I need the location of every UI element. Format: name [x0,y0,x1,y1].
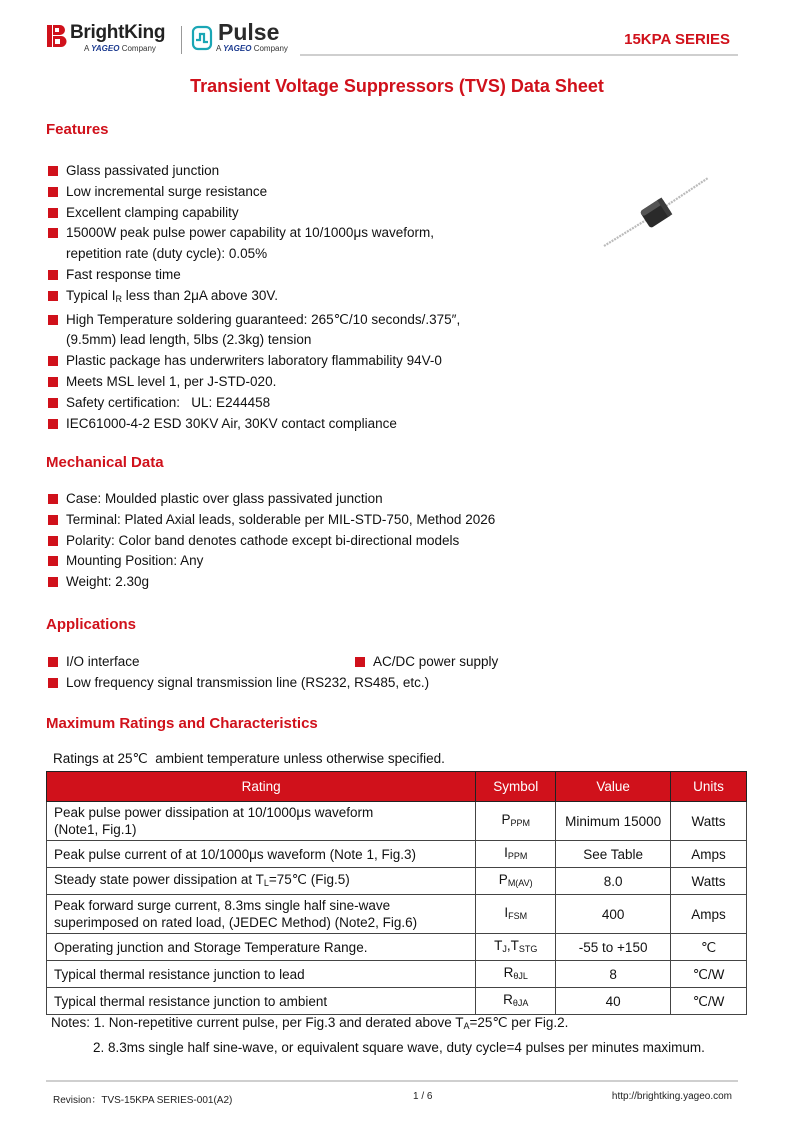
rating-cell: Typical thermal resistance junction to lead [47,961,476,988]
bullet-square-icon [48,356,58,366]
units-cell: Amps [671,841,747,868]
units-cell: ℃/W [671,961,747,988]
rating-cell: Peak pulse power dissipation at 10/1000μs waveform (Note1, Fig.1) [47,802,476,841]
pulse-logo-text: Pulse [218,19,280,45]
ratings-table [46,771,747,1015]
rating-cell: Operating junction and Storage Temperature Range. [47,934,476,961]
table-header-row [47,772,747,802]
bullet-square-icon [48,536,58,546]
bullet-square-icon [48,494,58,504]
units-cell: Watts [671,868,747,895]
value-cell: Minimum 15000 [556,802,671,841]
bullet-square-icon [48,315,58,325]
list-item: Low incremental surge resistance [46,182,460,203]
bullet-square-icon [48,166,58,176]
list-item-continuation: repetition rate (duty cycle): 0.05% [66,246,268,262]
symbol-cell: $I_{FSM}$ [476,895,556,934]
footer-page-number: 1 / 6 [413,1091,433,1102]
rating-cell: Typical thermal resistance junction to ambient [47,988,476,1015]
ratings-note: Ratings at 25℃ ambient temperature unless otherwise specified. [53,751,445,766]
value-cell: 8.0 [556,868,671,895]
features-list [46,161,460,434]
ratings-heading: Maximum Ratings and Characteristics [46,715,318,732]
symbol-cell: $I_{PPM}$ [476,841,556,868]
list-item: Case: Moulded plastic over glass passivated junction [46,489,495,510]
list-item: Safety certification: UL: E244458 [46,393,460,414]
table-row [47,934,747,961]
brightking-logo-icon [46,24,68,48]
value-cell: 40 [556,988,671,1015]
column-header-value: Value [556,772,671,802]
bullet-square-icon [48,377,58,387]
list-item: Typical $I_R$ less than 2μA above 30V. [46,286,460,310]
features-heading: Features [46,121,109,138]
table-row [47,841,747,868]
header-rule [300,54,738,56]
rating-cell: Steady state power dissipation at $T_L=75℃$ (Fig.5) [47,868,476,895]
bullet-square-icon [48,291,58,301]
pulse-logo-subtitle: A YAGEO Company [216,44,288,53]
bullet-square-icon [48,208,58,218]
footer-url-link[interactable]: http://brightking.yageo.com [611,1091,732,1102]
table-row [47,802,747,841]
list-item: Fast response time [46,265,460,286]
bullet-square-icon [48,228,58,238]
list-item: IEC61000-4-2 ESD 30KV Air, 30KV contact compliance [46,414,460,435]
note-line-2: 2. 8.3ms single half sine-wave, or equivalent square wave, duty cycle=4 pulses per minutes maximum. [93,1040,705,1055]
table-row [47,868,747,895]
bullet-square-icon [48,657,58,667]
bullet-square-icon [48,398,58,408]
mechanical-list [46,489,495,593]
rating-cell: Peak pulse current of at 10/1000μs waveform (Note 1, Fig.3) [47,841,476,868]
symbol-cell: $P_{PPM}$ [476,802,556,841]
bullet-square-icon [48,577,58,587]
list-item: AC/DC power supply [353,652,498,672]
column-header-units: Units [671,772,747,802]
table-row [47,988,747,1015]
footer-revision: Revision：TVS-15KPA SERIES-001(A2) [53,1095,233,1106]
value-cell: 400 [556,895,671,934]
list-item: I/O interface [46,652,140,672]
list-item: Mounting Position: Any [46,551,495,572]
units-cell: ℃ [671,934,747,961]
mechanical-heading: Mechanical Data [46,454,164,471]
list-item: Weight: 2.30g [46,572,495,593]
units-cell: Watts [671,802,747,841]
symbol-cell: $R_{\theta JL}$ [476,961,556,988]
list-item: Excellent clamping capability [46,203,460,224]
rating-cell: Peak forward surge current, 8.3ms single half sine-wave superimposed on rated load, (JEDEC Method) (Note2, Fig.6) [47,895,476,934]
list-item: Terminal: Plated Axial leads, solderable per MIL-STD-750, Method 2026 [46,510,495,531]
series-label: 15KPA SERIES [624,31,730,48]
ratings-notes [51,1012,705,1058]
list-item: Low frequency signal transmission line (RS232, RS485, etc.) [46,673,429,693]
document-title: Transient Voltage Suppressors (TVS) Data Sheet [190,76,604,96]
brightking-logo-text: BrightKing [70,22,166,43]
bullet-square-icon [48,187,58,197]
table-row [47,961,747,988]
page-header [46,19,738,58]
symbol-cell: $T_J,T_{STG}$ [476,934,556,961]
applications-list [46,652,738,694]
bullet-square-icon [355,657,365,667]
brightking-logo-subtitle: A YAGEO Company [84,44,156,53]
list-item: High Temperature soldering guaranteed: 265℃/10 seconds/.375″, [46,310,460,331]
diode-component-image [600,172,712,252]
footer-rule [46,1080,738,1082]
list-item: Plastic package has underwriters laboratory flammability 94V-0 [46,351,460,372]
table-row [47,895,747,934]
value-cell: 8 [556,961,671,988]
pulse-logo-icon [189,25,215,51]
list-item: Polarity: Color band denotes cathode except bi-directional models [46,531,495,552]
value-cell: -55 to +150 [556,934,671,961]
bullet-square-icon [48,515,58,525]
symbol-cell: $R_{\theta JA}$ [476,988,556,1015]
list-item: 15000W peak pulse power capability at 10/1000μs waveform, [46,223,460,244]
symbol-cell: $P_{M(AV)}$ [476,868,556,895]
bullet-square-icon [48,270,58,280]
bullet-square-icon [48,419,58,429]
units-cell: ℃/W [671,988,747,1015]
column-header-rating: Rating [47,772,476,802]
column-header-symbol: Symbol [476,772,556,802]
list-item-continuation: (9.5mm) lead length, 5lbs (2.3kg) tension [66,332,312,348]
list-item: Glass passivated junction [46,161,460,182]
list-item: Meets MSL level 1, per J-STD-020. [46,372,460,393]
bullet-square-icon [48,678,58,688]
logo-divider [181,26,182,54]
bullet-square-icon [48,556,58,566]
value-cell: See Table [556,841,671,868]
applications-heading: Applications [46,616,137,633]
note-line-1: Notes: 1. Non-repetitive current pulse, per Fig.3 and derated above $T_A=25℃$ per Fig.2. [51,1015,569,1031]
units-cell: Amps [671,895,747,934]
